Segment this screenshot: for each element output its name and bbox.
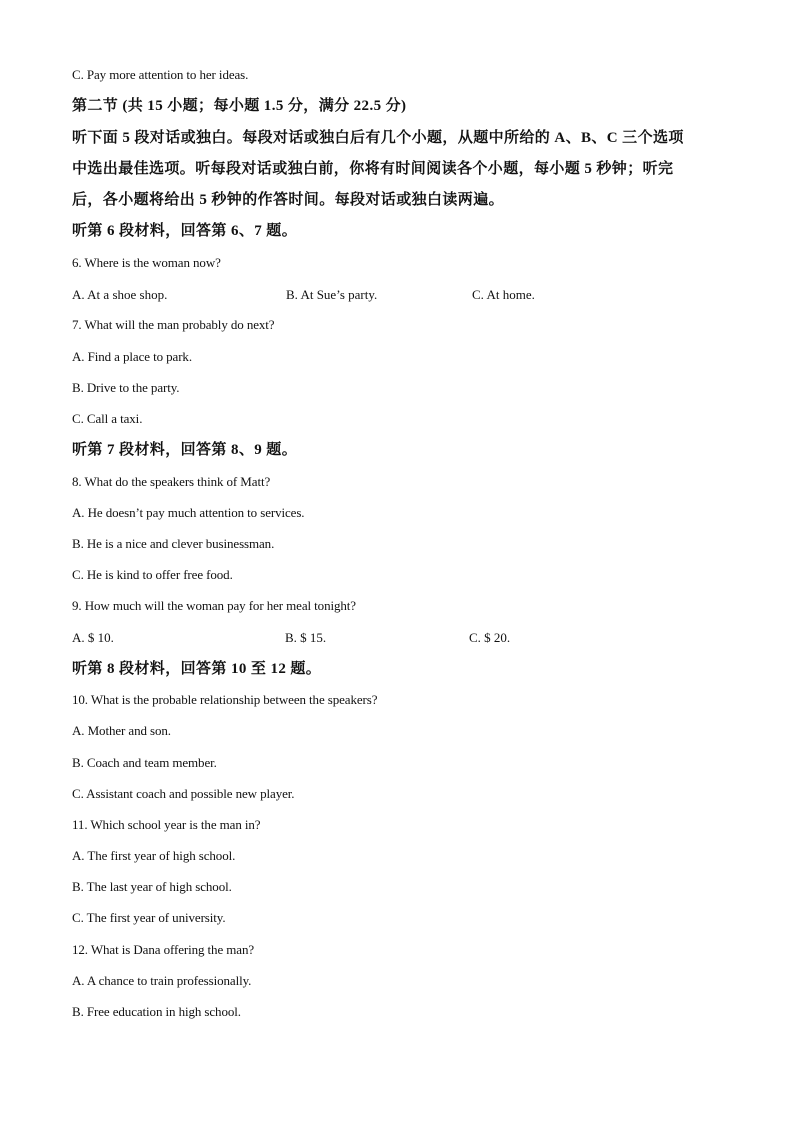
q9-option-c: C. $ 20. — [469, 630, 511, 645]
material-6-heading: 听第 6 段材料，回答第 6、7 题。 — [72, 223, 298, 239]
question-9: 9. How much will the woman pay for her meal tonight? — [72, 598, 356, 613]
q6-option-b: B. At Sue’s party. — [286, 287, 378, 302]
instructions-line-2: 中选出最佳选项。听每段对话或独白前，你将有时间阅读各个小题，每小题 5 秒钟；听完 — [72, 161, 674, 177]
material-7-heading: 听第 7 段材料，回答第 8、9 题。 — [72, 442, 298, 458]
question-6-options — [0, 286, 794, 304]
q9-option-b: B. $ 15. — [285, 630, 327, 645]
q10-option-c: C. Assistant coach and possible new player. — [72, 786, 295, 801]
question-10: 10. What is the probable relationship between the speakers? — [72, 692, 378, 707]
question-8: 8. What do the speakers think of Matt? — [72, 474, 271, 489]
question-11: 11. Which school year is the man in? — [72, 817, 261, 832]
q10-option-b: B. Coach and team member. — [72, 755, 217, 770]
q6-option-a: A. At a shoe shop. — [72, 287, 168, 302]
question-6: 6. Where is the woman now? — [72, 255, 221, 270]
q9-option-a: A. $ 10. — [72, 630, 114, 645]
q10-option-a: A. Mother and son. — [72, 723, 171, 738]
instructions-line-1: 听下面 5 段对话或独白。每段对话或独白后有几个小题，从题中所给的 A、B、C 三个选项 — [72, 130, 684, 146]
q6-option-c: C. At home. — [472, 287, 535, 302]
q11-option-b: B. The last year of high school. — [72, 879, 232, 894]
question-9-options — [0, 629, 794, 647]
q7-option-b: B. Drive to the party. — [72, 380, 180, 395]
q7-option-c: C. Call a taxi. — [72, 411, 143, 426]
material-8-heading: 听第 8 段材料，回答第 10 至 12 题。 — [72, 661, 322, 677]
question-7: 7. What will the man probably do next? — [72, 317, 275, 332]
q8-option-a: A. He doesn’t pay much attention to services. — [72, 505, 305, 520]
q12-option-b: B. Free education in high school. — [72, 1004, 241, 1019]
q11-option-c: C. The first year of university. — [72, 910, 226, 925]
q8-option-c: C. He is kind to offer free food. — [72, 567, 233, 582]
instructions-line-3: 后，各小题将给出 5 秒钟的作答时间。每段对话或独白读两遍。 — [72, 192, 505, 208]
question-12: 12. What is Dana offering the man? — [72, 942, 255, 957]
q11-option-a: A. The first year of high school. — [72, 848, 236, 863]
q12-option-a: A. A chance to train professionally. — [72, 973, 252, 988]
q5-option-c: C. Pay more attention to her ideas. — [72, 67, 249, 82]
q7-option-a: A. Find a place to park. — [72, 349, 192, 364]
q8-option-b: B. He is a nice and clever businessman. — [72, 536, 275, 551]
section-title: 第二节 (共 15 小题；每小题 1.5 分，满分 22.5 分) — [72, 98, 407, 114]
